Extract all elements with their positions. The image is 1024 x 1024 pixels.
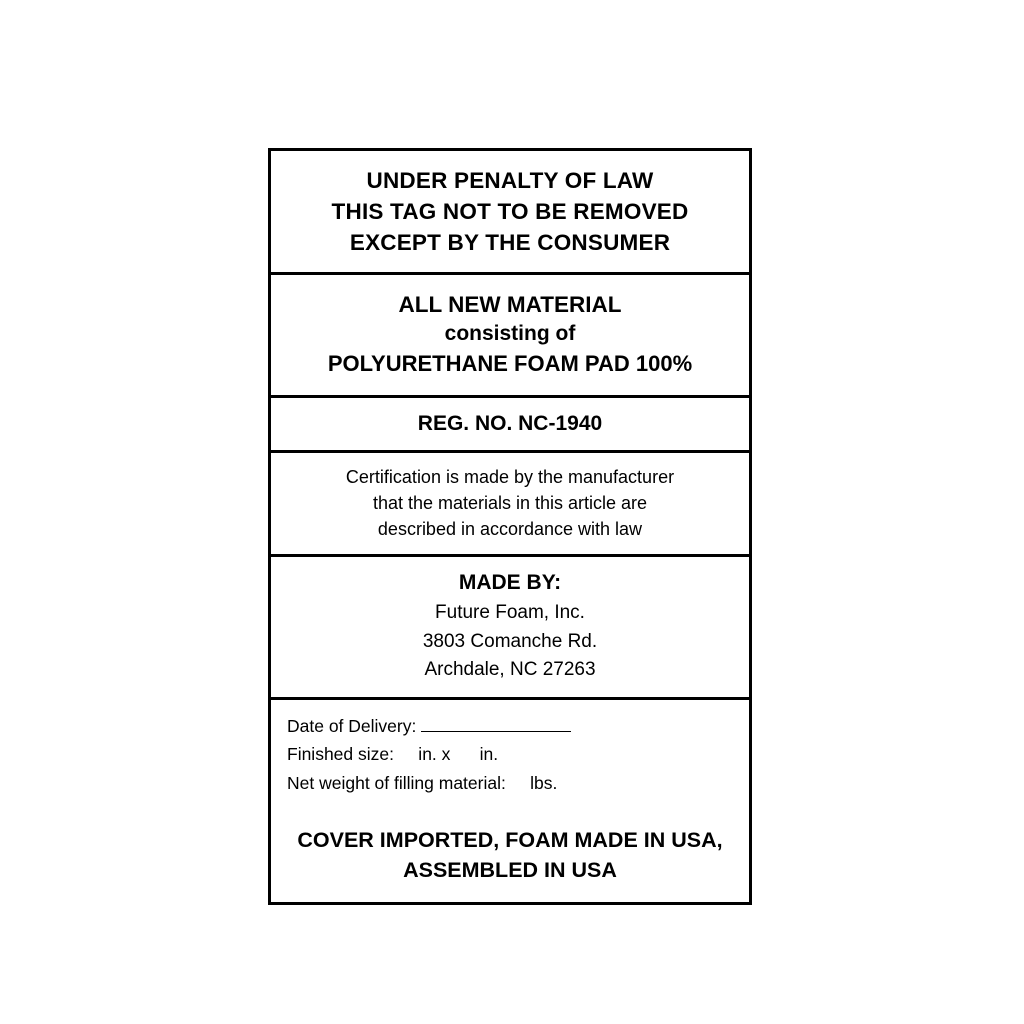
date-of-delivery-label: Date of Delivery: bbox=[287, 715, 417, 736]
material-detail: POLYURETHANE FOAM PAD 100% bbox=[327, 351, 693, 377]
certification-line-1: Certification is made by the manufacturer bbox=[345, 466, 675, 487]
registration-number-section bbox=[271, 398, 749, 453]
material-content-section bbox=[271, 275, 749, 397]
net-weight-label: Net weight of filling material: bbox=[287, 772, 506, 793]
law-label-tag bbox=[268, 148, 752, 905]
manufacturer-heading: MADE BY: bbox=[458, 571, 562, 595]
finished-size-label: Finished size: bbox=[287, 744, 394, 765]
manufacturer-section bbox=[271, 557, 749, 700]
manufacturer-company: Future Foam, Inc. bbox=[435, 602, 585, 624]
date-of-delivery-blank[interactable] bbox=[421, 716, 571, 732]
penalty-line-2: THIS TAG NOT TO BE REMOVED bbox=[331, 199, 689, 225]
manufacturer-street: 3803 Comanche Rd. bbox=[422, 630, 598, 652]
certification-section bbox=[271, 453, 749, 557]
material-subtitle: consisting of bbox=[444, 322, 576, 346]
manufacturer-city-state-zip: Archdale, NC 27263 bbox=[424, 658, 596, 680]
finished-size-value[interactable]: in. x in. bbox=[394, 744, 499, 765]
certification-line-3: described in accordance with law bbox=[377, 519, 643, 539]
certification-line-2: that the materials in this article are bbox=[372, 492, 648, 513]
net-weight-value[interactable]: lbs. bbox=[505, 772, 558, 793]
material-title: ALL NEW MATERIAL bbox=[398, 292, 622, 318]
finished-size-field bbox=[287, 740, 733, 768]
penalty-line-1: UNDER PENALTY OF LAW bbox=[366, 168, 654, 193]
origin-statement bbox=[287, 825, 733, 886]
origin-line-2: ASSEMBLED IN USA bbox=[403, 858, 617, 883]
fill-in-fields-section bbox=[271, 700, 749, 902]
origin-line-1: COVER IMPORTED, FOAM MADE IN USA, bbox=[297, 827, 723, 852]
registration-number: REG. NO. NC-1940 bbox=[417, 411, 603, 435]
net-weight-field bbox=[287, 769, 733, 797]
penalty-notice-section bbox=[271, 151, 749, 275]
penalty-line-3: EXCEPT BY THE CONSUMER bbox=[349, 230, 671, 256]
date-of-delivery-field bbox=[287, 712, 733, 740]
